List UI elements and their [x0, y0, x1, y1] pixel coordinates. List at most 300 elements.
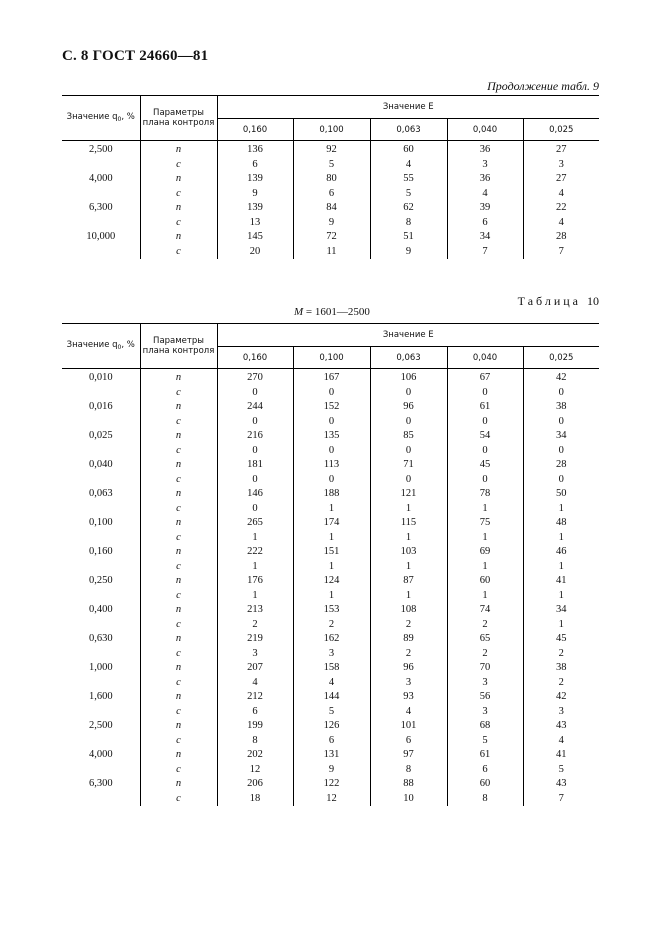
- table-row: [62, 187, 599, 202]
- value-cell: 43: [556, 778, 567, 790]
- value-cell: 4: [293, 676, 370, 691]
- param-cell: c: [140, 618, 217, 633]
- value-cell: 2: [558, 676, 564, 688]
- param-cell: c: [140, 792, 217, 807]
- value-cell: 54: [447, 429, 523, 444]
- param-cell: n: [140, 777, 217, 792]
- param-cell: c: [140, 705, 217, 720]
- param-cell: n: [140, 719, 217, 734]
- value-cell: 62: [370, 201, 447, 216]
- q0-cell: [62, 187, 140, 202]
- param-cell: n: [140, 603, 217, 618]
- q0-cell: 0,100: [62, 516, 140, 531]
- value-cell: 38: [556, 662, 567, 674]
- value-cell: 5: [293, 158, 370, 173]
- value-cell: 6: [293, 187, 370, 202]
- value-cell: 97: [370, 748, 447, 763]
- value-cell: 1: [447, 531, 523, 546]
- param-cell: c: [140, 245, 217, 260]
- value-cell: 1: [217, 589, 293, 604]
- table-row: [62, 216, 599, 231]
- q0-cell: 2,500: [62, 719, 140, 734]
- value-cell: 0: [447, 444, 523, 459]
- table-row: [62, 230, 599, 245]
- q0-cell: 0,250: [62, 574, 140, 589]
- value-cell: 56: [447, 690, 523, 705]
- value-cell: 75: [447, 516, 523, 531]
- q0-cell: 0,016: [62, 400, 140, 415]
- value-cell: 45: [447, 458, 523, 473]
- value-cell: 6: [293, 734, 370, 749]
- table-row: [62, 545, 599, 560]
- param-cell: c: [140, 415, 217, 430]
- table-row: [62, 603, 599, 618]
- table10-subtitle: M = 1601—2500: [294, 306, 370, 318]
- value-cell: 93: [370, 690, 447, 705]
- value-cell: 27: [556, 173, 567, 185]
- value-cell: 1: [447, 589, 523, 604]
- value-cell: 92: [293, 141, 370, 158]
- value-cell: 60: [447, 777, 523, 792]
- value-cell: 55: [370, 172, 447, 187]
- value-cell: 48: [556, 517, 567, 529]
- value-cell: 87: [370, 574, 447, 589]
- value-cell: 13: [217, 216, 293, 231]
- value-cell: 1: [293, 531, 370, 546]
- q0-cell: [62, 618, 140, 633]
- e-value-header: 0,025: [523, 119, 599, 141]
- value-cell: 3: [558, 705, 564, 717]
- value-cell: 0: [217, 415, 293, 430]
- value-cell: 1: [370, 560, 447, 575]
- value-cell: 103: [370, 545, 447, 560]
- value-cell: 4: [370, 158, 447, 173]
- value-cell: 51: [370, 230, 447, 245]
- q0-cell: 0,160: [62, 545, 140, 560]
- value-cell: 151: [293, 545, 370, 560]
- value-cell: 206: [217, 777, 293, 792]
- table9-continuation-note: Продолжение табл. 9: [487, 79, 599, 93]
- value-cell: 38: [556, 401, 567, 413]
- value-cell: 152: [293, 400, 370, 415]
- value-cell: 3: [558, 158, 564, 170]
- q0-cell: [62, 792, 140, 807]
- param-cell: c: [140, 647, 217, 662]
- param-cell: c: [140, 216, 217, 231]
- value-cell: 7: [558, 245, 564, 257]
- q0-cell: 0,040: [62, 458, 140, 473]
- value-cell: 113: [293, 458, 370, 473]
- param-cell: n: [140, 516, 217, 531]
- value-cell: 42: [556, 372, 567, 384]
- param-cell: n: [140, 369, 217, 386]
- value-cell: 106: [370, 369, 447, 386]
- q0-cell: [62, 245, 140, 260]
- value-cell: 70: [447, 661, 523, 676]
- q0-cell: [62, 734, 140, 749]
- q0-cell: [62, 531, 140, 546]
- table-row: [62, 734, 599, 749]
- value-cell: 126: [293, 719, 370, 734]
- value-cell: 0: [447, 386, 523, 401]
- e-value-header: 0,160: [217, 119, 293, 141]
- value-cell: 34: [556, 430, 567, 442]
- value-cell: 0: [558, 415, 564, 427]
- table-row: [62, 473, 599, 488]
- value-cell: 6: [447, 216, 523, 231]
- value-cell: 108: [370, 603, 447, 618]
- value-cell: 8: [217, 734, 293, 749]
- value-cell: 3: [447, 676, 523, 691]
- table-row: [62, 502, 599, 517]
- value-cell: 3: [447, 705, 523, 720]
- value-cell: 89: [370, 632, 447, 647]
- q0-cell: 6,300: [62, 777, 140, 792]
- value-cell: 28: [556, 459, 567, 471]
- params-column-header: Параметры плана контроля: [140, 324, 217, 369]
- value-cell: 153: [293, 603, 370, 618]
- param-cell: n: [140, 661, 217, 676]
- params-column-header: Параметры плана контроля: [140, 96, 217, 141]
- value-cell: 8: [370, 216, 447, 231]
- value-cell: 3: [370, 676, 447, 691]
- table-row: [62, 574, 599, 589]
- q0-cell: 1,600: [62, 690, 140, 705]
- table-row: [62, 618, 599, 633]
- param-cell: c: [140, 676, 217, 691]
- q0-cell: 6,300: [62, 201, 140, 216]
- value-cell: 139: [217, 201, 293, 216]
- value-cell: 84: [293, 201, 370, 216]
- param-cell: n: [140, 141, 217, 158]
- value-cell: 10: [370, 792, 447, 807]
- value-cell: 61: [447, 400, 523, 415]
- q0-cell: [62, 473, 140, 488]
- value-cell: 0: [370, 444, 447, 459]
- e-value-header: 0,063: [370, 119, 447, 141]
- value-cell: 131: [293, 748, 370, 763]
- q0-cell: [62, 216, 140, 231]
- value-cell: 202: [217, 748, 293, 763]
- value-cell: 1: [558, 589, 564, 601]
- q0-cell: [62, 158, 140, 173]
- table-row: [62, 415, 599, 430]
- value-cell: 5: [370, 187, 447, 202]
- value-cell: 2: [447, 647, 523, 662]
- table-row: [62, 369, 599, 386]
- table-row: [62, 777, 599, 792]
- value-cell: 0: [217, 386, 293, 401]
- param-cell: c: [140, 763, 217, 778]
- e-value-header: 0,040: [447, 119, 523, 141]
- value-cell: 174: [293, 516, 370, 531]
- q0-cell: [62, 763, 140, 778]
- value-cell: 139: [217, 172, 293, 187]
- value-cell: 12: [293, 792, 370, 807]
- value-cell: 122: [293, 777, 370, 792]
- table-row: [62, 690, 599, 705]
- param-cell: c: [140, 473, 217, 488]
- q0-cell: [62, 502, 140, 517]
- value-cell: 67: [447, 369, 523, 386]
- table-row: [62, 487, 599, 502]
- value-cell: 0: [217, 473, 293, 488]
- param-cell: c: [140, 589, 217, 604]
- value-cell: 213: [217, 603, 293, 618]
- value-cell: 6: [217, 158, 293, 173]
- value-cell: 46: [556, 546, 567, 558]
- value-cell: 145: [217, 230, 293, 245]
- param-cell: c: [140, 158, 217, 173]
- value-cell: 50: [556, 488, 567, 500]
- value-cell: 244: [217, 400, 293, 415]
- param-cell: n: [140, 487, 217, 502]
- value-cell: 1: [558, 502, 564, 514]
- table-row: [62, 792, 599, 807]
- e-value-header: 0,100: [293, 347, 370, 369]
- value-cell: 68: [447, 719, 523, 734]
- value-cell: 34: [447, 230, 523, 245]
- value-cell: 0: [293, 415, 370, 430]
- table-row: [62, 589, 599, 604]
- e-value-header: 0,025: [523, 347, 599, 369]
- value-cell: 22: [556, 202, 567, 214]
- value-cell: 72: [293, 230, 370, 245]
- value-cell: 1: [293, 502, 370, 517]
- value-cell: 80: [293, 172, 370, 187]
- value-cell: 2: [293, 618, 370, 633]
- value-cell: 3: [447, 158, 523, 173]
- e-value-header: 0,160: [217, 347, 293, 369]
- value-cell: 60: [370, 141, 447, 158]
- value-cell: 2: [217, 618, 293, 633]
- value-cell: 7: [558, 792, 564, 804]
- param-cell: n: [140, 172, 217, 187]
- value-cell: 36: [447, 141, 523, 158]
- value-cell: 146: [217, 487, 293, 502]
- value-cell: 7: [447, 245, 523, 260]
- table-row: [62, 661, 599, 676]
- value-cell: 69: [447, 545, 523, 560]
- value-cell: 135: [293, 429, 370, 444]
- value-cell: 5: [558, 763, 564, 775]
- param-cell: n: [140, 400, 217, 415]
- param-cell: n: [140, 429, 217, 444]
- value-cell: 4: [558, 734, 564, 746]
- value-cell: 207: [217, 661, 293, 676]
- table-row: [62, 676, 599, 691]
- value-cell: 85: [370, 429, 447, 444]
- value-cell: 9: [293, 763, 370, 778]
- table-row: [62, 245, 599, 260]
- value-cell: 222: [217, 545, 293, 560]
- param-cell: c: [140, 386, 217, 401]
- q0-cell: [62, 676, 140, 691]
- param-cell: n: [140, 230, 217, 245]
- table10: [62, 323, 599, 806]
- q0-cell: 4,000: [62, 172, 140, 187]
- value-cell: 45: [556, 633, 567, 645]
- value-cell: 0: [217, 444, 293, 459]
- value-cell: 4: [370, 705, 447, 720]
- table10-title: Таблица 10: [517, 294, 599, 308]
- table-row: [62, 531, 599, 546]
- value-cell: 1: [558, 531, 564, 543]
- q0-cell: 10,000: [62, 230, 140, 245]
- table-row: [62, 400, 599, 415]
- value-cell: 41: [556, 749, 567, 761]
- q0-cell: 1,000: [62, 661, 140, 676]
- value-cell: 265: [217, 516, 293, 531]
- table-row: [62, 647, 599, 662]
- value-cell: 1: [447, 560, 523, 575]
- e-value-header: 0,040: [447, 347, 523, 369]
- value-cell: 1: [370, 589, 447, 604]
- table-row: [62, 172, 599, 187]
- value-cell: 36: [447, 172, 523, 187]
- value-cell: 6: [447, 763, 523, 778]
- value-cell: 88: [370, 777, 447, 792]
- value-cell: 0: [370, 386, 447, 401]
- table-row: [62, 705, 599, 720]
- value-cell: 0: [558, 473, 564, 485]
- value-cell: 61: [447, 748, 523, 763]
- value-cell: 39: [447, 201, 523, 216]
- value-cell: 2: [370, 618, 447, 633]
- value-cell: 71: [370, 458, 447, 473]
- value-cell: 20: [217, 245, 293, 260]
- table-row: [62, 458, 599, 473]
- value-cell: 181: [217, 458, 293, 473]
- value-cell: 4: [558, 187, 564, 199]
- table-row: [62, 719, 599, 734]
- value-cell: 6: [217, 705, 293, 720]
- value-cell: 176: [217, 574, 293, 589]
- value-cell: 27: [556, 144, 567, 156]
- value-cell: 0: [558, 386, 564, 398]
- q0-cell: [62, 589, 140, 604]
- q0-cell: [62, 705, 140, 720]
- value-cell: 158: [293, 661, 370, 676]
- value-cell: 28: [556, 231, 567, 243]
- value-cell: 34: [556, 604, 567, 616]
- value-cell: 42: [556, 691, 567, 703]
- value-cell: 8: [370, 763, 447, 778]
- value-cell: 12: [217, 763, 293, 778]
- table9: [62, 95, 599, 259]
- param-cell: c: [140, 560, 217, 575]
- param-cell: c: [140, 444, 217, 459]
- value-cell: 18: [217, 792, 293, 807]
- e-value-header: 0,063: [370, 347, 447, 369]
- value-cell: 96: [370, 661, 447, 676]
- value-cell: 144: [293, 690, 370, 705]
- value-cell: 65: [447, 632, 523, 647]
- q0-cell: [62, 560, 140, 575]
- value-cell: 78: [447, 487, 523, 502]
- value-cell: 6: [370, 734, 447, 749]
- value-cell: 60: [447, 574, 523, 589]
- value-cell: 1: [217, 560, 293, 575]
- value-cell: 136: [217, 141, 293, 158]
- value-cell: 96: [370, 400, 447, 415]
- e-value-group-header: Значение E: [217, 96, 599, 119]
- param-cell: n: [140, 458, 217, 473]
- value-cell: 1: [558, 560, 564, 572]
- e-value-group-header: Значение E: [217, 324, 599, 347]
- q0-cell: [62, 647, 140, 662]
- value-cell: 74: [447, 603, 523, 618]
- value-cell: 0: [370, 473, 447, 488]
- value-cell: 2: [370, 647, 447, 662]
- q0-column-header: Значение $q_0$, %: [62, 96, 140, 141]
- value-cell: 1: [370, 531, 447, 546]
- value-cell: 43: [556, 720, 567, 732]
- q0-cell: 4,000: [62, 748, 140, 763]
- param-cell: n: [140, 201, 217, 216]
- table-row: [62, 516, 599, 531]
- value-cell: 1: [447, 502, 523, 517]
- table-row: [62, 429, 599, 444]
- table-row: [62, 201, 599, 216]
- q0-cell: 0,063: [62, 487, 140, 502]
- value-cell: 0: [293, 386, 370, 401]
- value-cell: 0: [293, 473, 370, 488]
- q0-cell: 0,010: [62, 369, 140, 386]
- value-cell: 167: [293, 369, 370, 386]
- table-row: [62, 444, 599, 459]
- value-cell: 0: [370, 415, 447, 430]
- value-cell: 11: [293, 245, 370, 260]
- q0-cell: [62, 415, 140, 430]
- value-cell: 1: [293, 560, 370, 575]
- value-cell: 1: [558, 618, 564, 630]
- param-cell: n: [140, 748, 217, 763]
- q0-cell: 2,500: [62, 141, 140, 158]
- param-cell: c: [140, 502, 217, 517]
- param-cell: n: [140, 545, 217, 560]
- param-cell: c: [140, 187, 217, 202]
- value-cell: 1: [293, 589, 370, 604]
- page-header: С. 8 ГОСТ 24660—81: [62, 48, 209, 64]
- value-cell: 41: [556, 575, 567, 587]
- table-row: [62, 632, 599, 647]
- value-cell: 3: [293, 647, 370, 662]
- value-cell: 124: [293, 574, 370, 589]
- value-cell: 2: [558, 647, 564, 659]
- table-row: [62, 386, 599, 401]
- value-cell: 3: [217, 647, 293, 662]
- value-cell: 9: [217, 187, 293, 202]
- value-cell: 115: [370, 516, 447, 531]
- table-row: [62, 141, 599, 158]
- value-cell: 8: [447, 792, 523, 807]
- value-cell: 9: [293, 216, 370, 231]
- q0-cell: [62, 444, 140, 459]
- e-value-header: 0,100: [293, 119, 370, 141]
- table-row: [62, 763, 599, 778]
- q0-column-header: Значение $q_0$, %: [62, 324, 140, 369]
- param-cell: n: [140, 690, 217, 705]
- value-cell: 101: [370, 719, 447, 734]
- value-cell: 0: [293, 444, 370, 459]
- value-cell: 5: [447, 734, 523, 749]
- value-cell: 188: [293, 487, 370, 502]
- q0-cell: 0,400: [62, 603, 140, 618]
- value-cell: 4: [447, 187, 523, 202]
- value-cell: 4: [217, 676, 293, 691]
- value-cell: 5: [293, 705, 370, 720]
